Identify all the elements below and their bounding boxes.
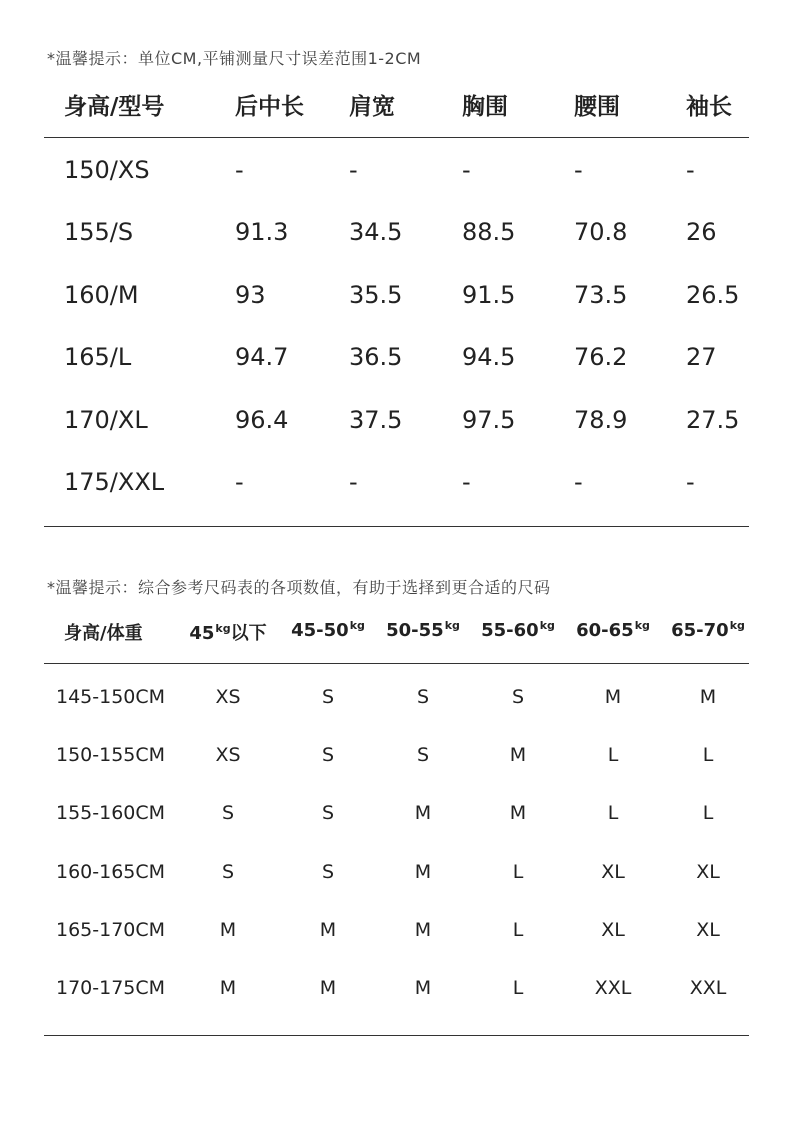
cell-size: XS	[215, 744, 241, 766]
cell-size: L	[512, 861, 524, 883]
cell-size: M	[509, 744, 527, 766]
cell-size: L	[607, 744, 619, 766]
header-shoulder: 肩宽	[349, 94, 395, 120]
cell-back-length: 91.3	[235, 218, 289, 246]
cell-waist: 78.9	[574, 406, 628, 434]
header-weight-55-60: $55-60^{kg}$	[481, 619, 555, 641]
header-chest: 胸围	[462, 94, 508, 120]
cell-sleeve: -	[686, 468, 695, 496]
cell-shoulder: 36.5	[349, 343, 403, 371]
cell-height-range: 150-155CM	[56, 744, 166, 766]
cell-waist: -	[574, 468, 583, 496]
cell-size: L	[702, 744, 714, 766]
cell-size: 165/L	[64, 343, 132, 371]
cell-sleeve: 26	[686, 218, 717, 246]
cell-size: M	[414, 861, 432, 883]
cell-chest: 94.5	[462, 343, 516, 371]
cell-size: M	[414, 919, 432, 941]
cell-size: M	[219, 919, 237, 941]
cell-sleeve: 27.5	[686, 406, 740, 434]
cell-size: M	[319, 919, 337, 941]
cell-shoulder: -	[349, 468, 358, 496]
cell-waist: -	[574, 156, 583, 184]
cell-size: 155/S	[64, 218, 134, 246]
cell-size: XL	[696, 919, 720, 941]
cell-size: XXL	[594, 977, 632, 999]
header-back-length: 后中长	[235, 94, 304, 120]
cell-size: S	[416, 744, 430, 766]
cell-shoulder: 37.5	[349, 406, 403, 434]
cell-size: M	[319, 977, 337, 999]
cell-size: M	[509, 802, 527, 824]
cell-height-range: 160-165CM	[56, 861, 166, 883]
size-chart-tip: *温馨提示：单位CM,平铺测量尺寸误差范围1-2CM	[47, 49, 422, 68]
size-chart-header-divider	[44, 137, 749, 138]
cell-size: S	[321, 802, 335, 824]
cell-size: L	[607, 802, 619, 824]
size-chart-bottom-divider	[44, 526, 749, 527]
cell-size: S	[511, 686, 525, 708]
header-height-size: 身高/型号	[64, 94, 165, 120]
cell-height-range: 165-170CM	[56, 919, 166, 941]
cell-sleeve: 27	[686, 343, 717, 371]
cell-sleeve: 26.5	[686, 281, 740, 309]
cell-size: XXL	[689, 977, 727, 999]
header-weight-45-below: $45^{kg}$以下	[189, 622, 267, 644]
cell-chest: 97.5	[462, 406, 516, 434]
cell-size: XL	[696, 861, 720, 883]
cell-chest: -	[462, 468, 471, 496]
recommend-header-divider	[44, 663, 749, 664]
cell-back-length: -	[235, 468, 244, 496]
cell-height-range: 145-150CM	[56, 686, 166, 708]
cell-waist: 76.2	[574, 343, 628, 371]
cell-height-range: 155-160CM	[56, 802, 166, 824]
header-weight-50-55: $50-55^{kg}$	[386, 619, 460, 641]
cell-size: L	[702, 802, 714, 824]
cell-shoulder: 35.5	[349, 281, 403, 309]
cell-back-length: 93	[235, 281, 266, 309]
cell-size: 160/M	[64, 281, 139, 309]
cell-size: M	[414, 977, 432, 999]
cell-size: S	[221, 802, 235, 824]
cell-chest: -	[462, 156, 471, 184]
cell-chest: 91.5	[462, 281, 516, 309]
cell-size: M	[699, 686, 717, 708]
cell-size: S	[221, 861, 235, 883]
cell-size: XS	[215, 686, 241, 708]
cell-size: L	[512, 919, 524, 941]
cell-size: XL	[601, 919, 625, 941]
recommend-bottom-divider	[44, 1035, 749, 1036]
header-sleeve: 袖长	[686, 94, 732, 120]
cell-shoulder: -	[349, 156, 358, 184]
cell-back-length: 94.7	[235, 343, 289, 371]
cell-size: L	[512, 977, 524, 999]
cell-shoulder: 34.5	[349, 218, 403, 246]
cell-height-range: 170-175CM	[56, 977, 166, 999]
cell-size: 150/XS	[64, 156, 150, 184]
cell-sleeve: -	[686, 156, 695, 184]
header-waist: 腰围	[574, 94, 620, 120]
cell-size: S	[321, 686, 335, 708]
cell-waist: 73.5	[574, 281, 628, 309]
cell-size: S	[321, 861, 335, 883]
cell-size: S	[321, 744, 335, 766]
cell-size: XL	[601, 861, 625, 883]
recommend-chart-tip: *温馨提示：综合参考尺码表的各项数值，有助于选择到更合适的尺码	[47, 578, 551, 597]
cell-size: M	[414, 802, 432, 824]
header-height-weight: 身高/体重	[64, 623, 143, 644]
cell-size: 175/XXL	[64, 468, 165, 496]
header-weight-65-70: $65-70^{kg}$	[671, 619, 745, 641]
cell-back-length: -	[235, 156, 244, 184]
cell-chest: 88.5	[462, 218, 516, 246]
cell-back-length: 96.4	[235, 406, 289, 434]
cell-size: M	[219, 977, 237, 999]
header-weight-45-50: $45-50^{kg}$	[291, 619, 365, 641]
header-weight-60-65: $60-65^{kg}$	[576, 619, 650, 641]
cell-size: 170/XL	[64, 406, 148, 434]
cell-waist: 70.8	[574, 218, 628, 246]
cell-size: S	[416, 686, 430, 708]
cell-size: M	[604, 686, 622, 708]
